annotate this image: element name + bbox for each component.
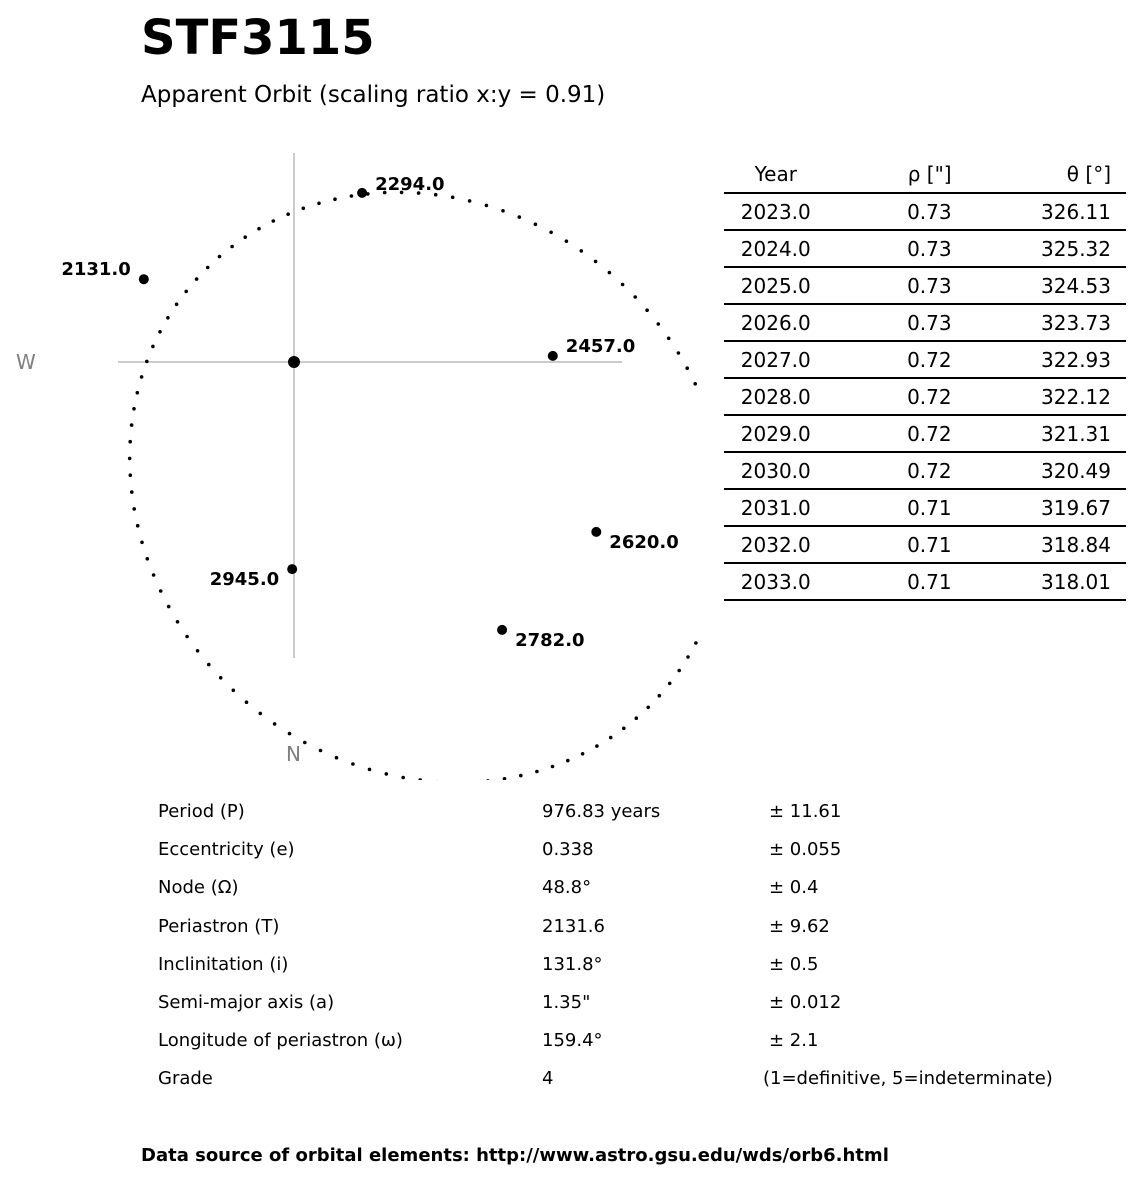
epoch-label: 2457.0 (565, 335, 636, 357)
orbit-dot (686, 655, 690, 659)
epoch-label: 2294.0 (375, 173, 445, 195)
orbit-dot (581, 752, 585, 756)
orbit-dot (333, 197, 337, 201)
element-value: 159.4° (542, 1030, 603, 1052)
west-label: W (16, 350, 36, 374)
table-row (724, 193, 1126, 230)
epoch-point (548, 351, 558, 361)
theta-cell: 326.11 (952, 193, 1126, 230)
element-name: Longitude of periastron (ω) (158, 1030, 403, 1052)
element-value: 48.8° (542, 877, 592, 899)
year-cell: 2030.0 (724, 452, 828, 489)
orbit-dot (667, 337, 671, 341)
year-cell: 2029.0 (724, 415, 828, 452)
table-row (724, 267, 1126, 304)
orbit-dot (580, 249, 584, 253)
year-cell: 2028.0 (724, 378, 828, 415)
year-cell: 2026.0 (724, 304, 828, 341)
epoch-point (591, 527, 601, 537)
rho-cell: 0.72 (828, 341, 952, 378)
orbit-dot (566, 759, 570, 763)
orbit-dot (206, 266, 210, 270)
orbit-plot (0, 140, 700, 780)
element-error: ± 0.5 (769, 953, 819, 975)
epoch-point (139, 274, 149, 284)
theta-cell: 323.73 (952, 304, 1126, 341)
orbit-dot (288, 732, 292, 736)
epoch-point (357, 188, 367, 198)
element-value: 2131.6 (542, 915, 605, 937)
orbit-dot (259, 712, 263, 716)
rho-cell: 0.71 (828, 526, 952, 563)
orbit-dot (351, 762, 355, 766)
orbit-dot (350, 194, 354, 198)
theta-cell: 319.67 (952, 489, 1126, 526)
epoch-label: 2131.0 (61, 259, 131, 281)
element-row-periastron (158, 908, 1098, 946)
element-error: ± 2.1 (769, 1030, 819, 1052)
orbit-dot (535, 770, 539, 774)
element-name: Grade (158, 1068, 213, 1090)
orbit-dot (519, 774, 523, 778)
orbital-elements (158, 793, 1098, 1099)
rho-cell: 0.72 (828, 378, 952, 415)
rho-cell: 0.73 (828, 267, 952, 304)
element-value: 131.8° (542, 953, 603, 975)
element-value: 1.35" (542, 991, 591, 1013)
orbit-dot (646, 706, 650, 710)
theta-cell: 322.93 (952, 341, 1126, 378)
theta-cell: 324.53 (952, 267, 1126, 304)
orbit-dot (693, 382, 697, 386)
orbit-dot (609, 736, 613, 740)
element-value: 976.83 years (542, 801, 661, 822)
orbit-dot (176, 620, 180, 624)
orbit-dot (152, 573, 156, 577)
orbit-path (128, 191, 700, 780)
orbit-dot (273, 722, 277, 726)
element-row-semi-major-axis (158, 984, 1098, 1022)
orbit-dot (595, 744, 599, 748)
rho-cell: 0.71 (828, 563, 952, 600)
epoch-point (287, 564, 297, 574)
element-error: ± 0.4 (769, 877, 819, 899)
orbit-dot (128, 440, 132, 444)
column-header-theta: θ [°] (952, 156, 1126, 193)
table-row (724, 378, 1126, 415)
rho-cell: 0.72 (828, 452, 952, 489)
orbit-dot (140, 541, 144, 545)
theta-cell: 325.32 (952, 230, 1126, 267)
table-row (724, 489, 1126, 526)
orbit-dot (232, 689, 236, 693)
epoch-label: 2782.0 (515, 629, 585, 651)
element-error: ± 0.012 (769, 991, 842, 1013)
page-title: STF3115 (141, 10, 375, 66)
orbit-dot (368, 768, 372, 772)
element-row-eccentricity (158, 831, 1098, 869)
orbit-dot (677, 669, 681, 673)
orbit-dot (657, 322, 661, 326)
orbit-dot (158, 330, 162, 334)
orbit-dot (286, 212, 290, 216)
orbit-dot (303, 741, 307, 745)
table-row (724, 563, 1126, 600)
table-row (724, 304, 1126, 341)
theta-cell: 318.84 (952, 526, 1126, 563)
orbit-dot (136, 524, 140, 528)
table-header-row (724, 156, 1126, 193)
orbit-dot (128, 457, 132, 461)
orbit-dot (385, 772, 389, 776)
element-error: ± 9.62 (769, 915, 830, 937)
element-value: 0.338 (542, 839, 594, 861)
element-row-grade (158, 1060, 1098, 1098)
theta-cell: 318.01 (952, 563, 1126, 600)
epoch-label: 2620.0 (609, 531, 679, 553)
orbit-dot (645, 308, 649, 312)
orbit-dot (146, 557, 150, 561)
year-cell: 2024.0 (724, 230, 828, 267)
element-row-longitude-periastron (158, 1022, 1098, 1060)
epoch-point (497, 625, 507, 635)
orbit-dot (130, 423, 134, 427)
orbit-dot (633, 295, 637, 299)
rho-cell: 0.73 (828, 230, 952, 267)
theta-cell: 322.12 (952, 378, 1126, 415)
orbit-dot (196, 649, 200, 653)
orbit-dot (518, 215, 522, 219)
element-name: Node (Ω) (158, 877, 239, 899)
epoch-label: 2945.0 (209, 569, 280, 591)
primary-star (288, 356, 300, 368)
orbit-dot (335, 756, 339, 760)
orbit-dot (257, 227, 261, 231)
year-cell: 2025.0 (724, 267, 828, 304)
orbit-dot (549, 231, 553, 235)
year-cell: 2032.0 (724, 526, 828, 563)
orbit-dot (136, 391, 140, 395)
orbit-dot (132, 407, 136, 411)
orbit-dot (184, 290, 188, 294)
orbit-dot (167, 605, 171, 609)
orbit-dot (219, 676, 223, 680)
orbit-dot (129, 473, 133, 477)
theta-cell: 321.31 (952, 415, 1126, 452)
orbit-dot (685, 366, 689, 370)
orbit-dot (608, 271, 612, 275)
element-error: (1=definitive, 5=indeterminate) (763, 1068, 1053, 1090)
orbit-dot (151, 345, 155, 349)
orbit-dot (635, 716, 639, 720)
table-row (724, 452, 1126, 489)
orbit-dot (486, 779, 490, 780)
column-header-year: Year (724, 156, 828, 193)
year-cell: 2033.0 (724, 563, 828, 600)
orbit-dot (677, 351, 681, 355)
orbit-dot (551, 765, 555, 769)
element-name: Period (P) (158, 801, 245, 822)
orbit-dot (503, 777, 507, 780)
orbit-dot (565, 239, 569, 243)
epoch-markers (61, 174, 678, 651)
orbit-dot (451, 196, 455, 200)
element-name: Inclinitation (i) (158, 953, 289, 975)
orbit-dot (243, 235, 247, 239)
ephemeris-table (724, 156, 1126, 601)
north-label: N (286, 742, 301, 766)
year-cell: 2027.0 (724, 341, 828, 378)
table-row (724, 415, 1126, 452)
orbit-dot (317, 202, 321, 206)
orbit-dot (694, 641, 698, 645)
orbit-dot (140, 375, 144, 379)
element-name: Periastron (T) (158, 915, 280, 937)
element-value: 4 (542, 1068, 554, 1090)
orbit-dot (130, 490, 134, 494)
element-row-node (158, 869, 1098, 907)
orbit-dot (132, 507, 136, 511)
element-error: ± 11.61 (769, 801, 842, 822)
rho-cell: 0.72 (828, 415, 952, 452)
orbit-dot (166, 316, 170, 320)
year-cell: 2023.0 (724, 193, 828, 230)
orbit-dot (207, 663, 211, 667)
orbit-dot (658, 694, 662, 698)
rho-cell: 0.73 (828, 304, 952, 341)
orbit-dot (245, 700, 249, 704)
orbit-dot (195, 277, 199, 281)
orbit-dot (230, 245, 234, 249)
rho-cell: 0.73 (828, 193, 952, 230)
theta-cell: 320.49 (952, 452, 1126, 489)
table-row (724, 341, 1126, 378)
orbit-dot (668, 682, 672, 686)
orbit-dot (302, 207, 306, 211)
rho-cell: 0.71 (828, 489, 952, 526)
orbit-dot (485, 204, 489, 208)
orbit-dot (501, 209, 505, 213)
page-subtitle: Apparent Orbit (scaling ratio x:y = 0.91) (141, 82, 606, 108)
orbit-dot (622, 727, 626, 731)
orbit-dot (218, 255, 222, 259)
orbit-dot (418, 778, 422, 780)
orbit-dot (145, 360, 149, 364)
orbit-dot (621, 283, 625, 287)
orbit-dot (175, 303, 179, 307)
orbit-dot (319, 749, 323, 753)
element-name: Semi-major axis (a) (158, 991, 335, 1013)
table-row (724, 526, 1126, 563)
orbit-dot (159, 589, 163, 593)
table-row (724, 230, 1126, 267)
orbit-dot (401, 776, 405, 780)
element-error: ± 0.055 (769, 839, 842, 861)
orbit-dot (272, 219, 276, 223)
orbit-dot (534, 223, 538, 227)
year-cell: 2031.0 (724, 489, 828, 526)
element-row-inclination (158, 946, 1098, 984)
orbit-dot (594, 260, 598, 264)
orbit-dot (468, 199, 472, 203)
element-name: Eccentricity (e) (158, 839, 295, 861)
data-source-footer: Data source of orbital elements: http://www.astro.gsu.edu/wds/orb6.html (141, 1145, 889, 1166)
column-header-rho: ρ ["] (828, 156, 952, 193)
orbit-dot (185, 635, 189, 639)
element-row-period (158, 793, 1098, 831)
